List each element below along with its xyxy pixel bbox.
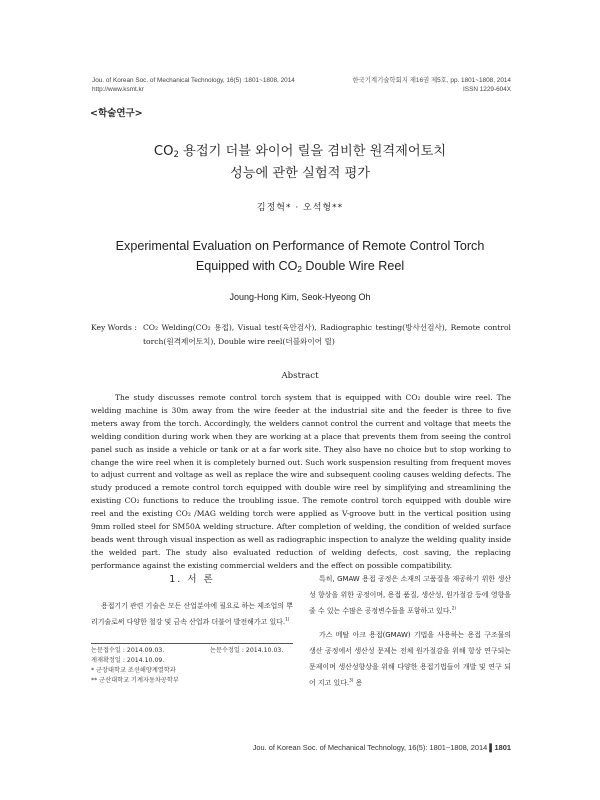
intro-paragraph-3 xyxy=(309,627,511,691)
keywords-text: CO₂ Welding(CO₂ 용접), Visual test(육안검사), Radiographic testing(방사선검사), Remote control torch(원격제어토치), Double wire reel(더블와이어 릴) xyxy=(143,323,511,346)
title-ko-rest: 용접기 더블 와이어 릴을 겸비한 원격제어토치 xyxy=(178,144,447,159)
running-header-left xyxy=(92,76,295,94)
journal-citation-ko: 한국기계기술학회지 제16권 제5호, pp. 1801~1808, 2014 xyxy=(352,77,511,84)
running-header-right xyxy=(352,76,511,94)
intro-paragraph-2 xyxy=(309,571,511,619)
intro-p1-text: 용접기기 관련 기술은 모든 산업분야에 필요로 하는 제조업의 뿌리기술로써 다양한 철강 및 금속 산업과 더불어 발전해가고 있다. xyxy=(91,602,293,626)
footer-separator: ▌ xyxy=(489,743,495,752)
title-en-line2-post: Double Wire Reel xyxy=(301,259,405,273)
title-ko-sub: 2 xyxy=(173,150,179,160)
journal-citation: Jou. of Korean Soc. of Mechanical Technology, 16(5) :1801~1808, 2014 xyxy=(92,77,295,84)
footnote-accepted: 게재확정일 : 2014.10.09. xyxy=(91,657,165,664)
title-ko-line2: 성능에 관한 실험적 평가 xyxy=(230,166,370,181)
article-category: <학술연구> xyxy=(90,108,143,119)
page-number: 1801 xyxy=(494,743,511,752)
title-en-line1: Experimental Evaluation on Performance of Remote Control Torch xyxy=(115,239,485,253)
issn: ISSN 1229-604X xyxy=(463,86,511,93)
footnote-received: 논문접수일 : 2014.09.03. xyxy=(91,647,165,654)
title-en-line2-pre: Equipped with CO xyxy=(195,259,298,273)
journal-url[interactable]: http://www.ksmt.kr xyxy=(92,86,144,93)
abstract-body: The study discusses remote control torch system that is equipped with CO₂ double wire reel. The welding machine is 30m away from the wire feeder at the industrial site and the feeder is three to five meters away from the torch. Accordingly, the welders cannot control the current and voltage that meets the welding condition during work when they are working at a place that prevents them from seeing the control panel such as inside a vehicle or tank or at a far work site. They also have no choice but to stop working to change the wire reel when it is completely burned out. Such work suspension resulting from frequent moves to adjust current and voltage as well as replace the wire and subsequent cooling causes welding defects. The study produced a remote control torch equipped with double wire reel by simplifying and streamlining the existing CO₂ functions to reduce the troubling issue. The remote control torch equipped with double wire reel and the existing CO₂ /MAG welding torch were applied as V-groove butt in the vertical position using 9mm rolled steel for SM50A welding structure. After completion of welding, the condition of welded surface beads went through visual inspection as well as radiographic inspection to analyze the welding quality inside the welded part. The study also evaluated reduction of welding defects, cost saving, the replacing performance against the existing commercial welders and the effect on possible compatibility. xyxy=(91,393,511,570)
ref-2[interactable]: 2) xyxy=(451,605,457,611)
title-ko-co: CO xyxy=(153,144,174,159)
intro-p3-tail: 용 xyxy=(353,679,363,687)
authors-english: Joung-Hong Kim, Seok-Hyeong Oh xyxy=(229,292,371,302)
title-english xyxy=(60,236,540,276)
footer-citation: Jou. of Korean Soc. of Mechanical Technology, 16(5): 1801~1808, 2014 xyxy=(252,743,488,752)
keywords-label: Key Words : xyxy=(91,323,137,332)
page-footer xyxy=(253,743,511,752)
keywords xyxy=(91,321,511,349)
intro-p3-text: 가스 메탈 아크 용접(GMAW) 기법을 사용하는 용접 구조물의 생산 공정에서 생산성 문제는 전체 원가절감을 위해 항상 연구되는 문제이며 생산성향상을 위해 다양한 용접기법들이 개발 및 연구 되어 지고 있다. xyxy=(309,631,511,687)
ref-1[interactable]: 1) xyxy=(285,616,290,622)
abstract-heading: Abstract xyxy=(281,371,319,381)
footnote-affiliation-2: ** 군산대학교 기계자동차공학부 xyxy=(91,677,179,684)
title-en-sub: 2 xyxy=(297,265,302,274)
section-heading-introduction: 1. 서 론 xyxy=(169,574,215,585)
footnote-revised: 논문수정일 : 2014.10.03. xyxy=(210,647,284,654)
ref-3[interactable]: 3) xyxy=(349,677,354,683)
title-korean xyxy=(60,141,540,185)
intro-paragraph-1 xyxy=(91,598,293,630)
authors-korean: 김정혁* · 오석형** xyxy=(256,203,344,213)
footnote-affiliation-1: * 군장대학교 조선해양계열학과 xyxy=(91,667,176,674)
footnote-divider xyxy=(91,643,293,644)
intro-p2-text: 특히, GMAW 용접 공정은 소재의 고품질을 재공하기 위한 생산성 향상을 위한 공정이며, 용접 품질, 생산성, 원가절감 등에 영향을 줄 수 있는 수많은 공정변수들을 포함하고 있다. xyxy=(309,575,511,615)
